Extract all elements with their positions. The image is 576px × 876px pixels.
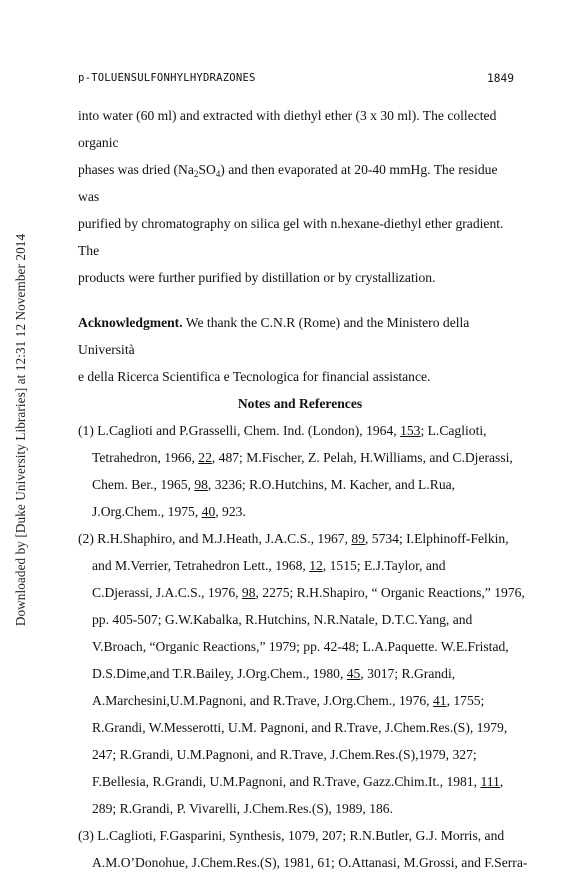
volume-number: 98 [241,585,256,600]
volume-number: 41 [432,693,447,708]
text-line [78,444,518,471]
text-span: , 5734; I.Elphinoff-Felkin, [364,531,509,546]
text-line [78,579,525,606]
references-heading: Notes and References [237,396,363,411]
text-line [78,552,518,579]
text-line: 247; R.Grandi, U.M.Pagnoni, and R.Trave, J.Chem.Res.(S),1979, 327; [92,747,477,762]
text-span: , 1515; E.J.Taylor, and [322,558,446,573]
text-line: (3) L.Caglioti, F.Gasparini, Synthesis, 1079, 207; R.N.Butler, G.J. Morris, and [78,828,505,843]
text-line: 289; R.Grandi, P. Vivarelli, J.Chem.Res.(S), 1989, 186. [92,801,394,816]
text-span: , 487; M.Fischer, Z. Pelah, H.Williams, and C.Djerassi, [211,450,513,465]
page-number: 1849 [487,72,514,85]
download-watermark-text: Downloaded by [Duke University Libraries] at 12:31 12 November 2014 [13,233,28,627]
running-title: p-TOLUENSULFONHYLHYDRAZONES [78,72,256,84]
text-line [78,156,518,210]
text-line [78,687,518,714]
text-line: products were further purified by distillation or by crystallization. [78,270,436,285]
text-line [78,498,518,525]
text-span: , [499,774,504,789]
text-line: into water (60 ml) and extracted with diethyl ether (3 x 30 ml). The collected organic [78,108,497,150]
text-span: , 1755; [446,693,485,708]
text-span: ; L.Caglioti, [420,423,487,438]
text-span: F.Bellesia, R.Grandi, U.M.Pagnoni, and R.Trave, Gazz.Chim.It., 1981, [92,774,481,789]
acknowledgment-label: Acknowledgment. [78,315,183,330]
text-span: A.Marchesini,U.M.Pagnoni, and R.Trave, J.Org.Chem., 1976, [92,693,433,708]
text-span: (1) L.Caglioti and P.Grasselli, Chem. Ind. (London), 1964, [78,423,401,438]
subscript: 2 [193,169,199,179]
text-span: (2) R.H.Shaphiro, and M.J.Heath, J.A.C.S., 1967, [78,531,352,546]
text-line: A.M.O’Donohue, J.Chem.Res.(S), 1981, 61; O.Attanasi, M.Grossi, and F.Serra- [92,855,528,870]
page-body [78,102,528,876]
text-line [78,309,518,363]
text-span: C.Djerassi, J.A.C.S., 1976, [92,585,242,600]
text-span: Chem. Ber., 1965, [92,477,195,492]
text-span: and M.Verrier, Tetrahedron Lett., 1968, [92,558,310,573]
text-span: We thank the C.N.R (Rome) and the Ministero della Università [78,315,470,357]
text-line [78,660,518,687]
download-watermark [8,180,34,680]
text-line: pp. 405-507; G.W.Kabalka, R.Hutchins, N.R.Natale, D.T.C.Yang, and [92,612,473,627]
volume-number: 98 [194,477,208,492]
experimental-paragraph [78,102,518,291]
text-line [78,417,518,444]
text-line [78,471,518,498]
text-line: e della Ricerca Scientifica e Tecnologica for financial assistance. [78,369,431,384]
text-span: J.Org.Chem., 1975, [92,504,202,519]
text-line: V.Broach, “Organic Reactions,” 1979; pp. 42-48; L.A.Paquette. W.E.Fristad, [92,639,509,654]
acknowledgment-paragraph [78,309,518,390]
text-span: phases was dried (Na [78,162,194,177]
text-line [78,525,518,552]
text-span: , 3017; R.Grandi, [360,666,456,681]
reference-item [78,525,525,822]
text-span: SO [198,162,216,177]
text-span: , 2275; R.H.Shapiro, “ Organic Reactions,” 1976, [255,585,525,600]
text-line [78,768,518,795]
volume-number: 89 [351,531,365,546]
volume-number: 40 [201,504,216,519]
volume-number: 45 [346,666,361,681]
volume-number: 22 [198,450,212,465]
reference-item [78,417,518,525]
volume-number: 12 [309,558,323,573]
subscript: 4 [215,169,221,179]
text-line: purified by chromatography on silica gel with n.hexane-diethyl ether gradient. The [78,216,504,258]
reference-item [78,822,528,876]
volume-number: 153 [400,423,421,438]
text-span: ) and then evaporated at 20-40 mmHg. The residue was [78,162,498,204]
volume-number: 111 [480,774,500,789]
text-line: R.Grandi, W.Messerotti, U.M. Pagnoni, and R.Trave, J.Chem.Res.(S), 1979, [92,720,508,735]
text-span: Tetrahedron, 1966, [92,450,199,465]
running-header [78,72,514,88]
text-span: D.S.Dime,and T.R.Bailey, J.Org.Chem., 1980, [92,666,347,681]
text-span: , 923. [215,504,246,519]
text-span: , 3236; R.O.Hutchins, M. Kacher, and L.Rua, [207,477,456,492]
